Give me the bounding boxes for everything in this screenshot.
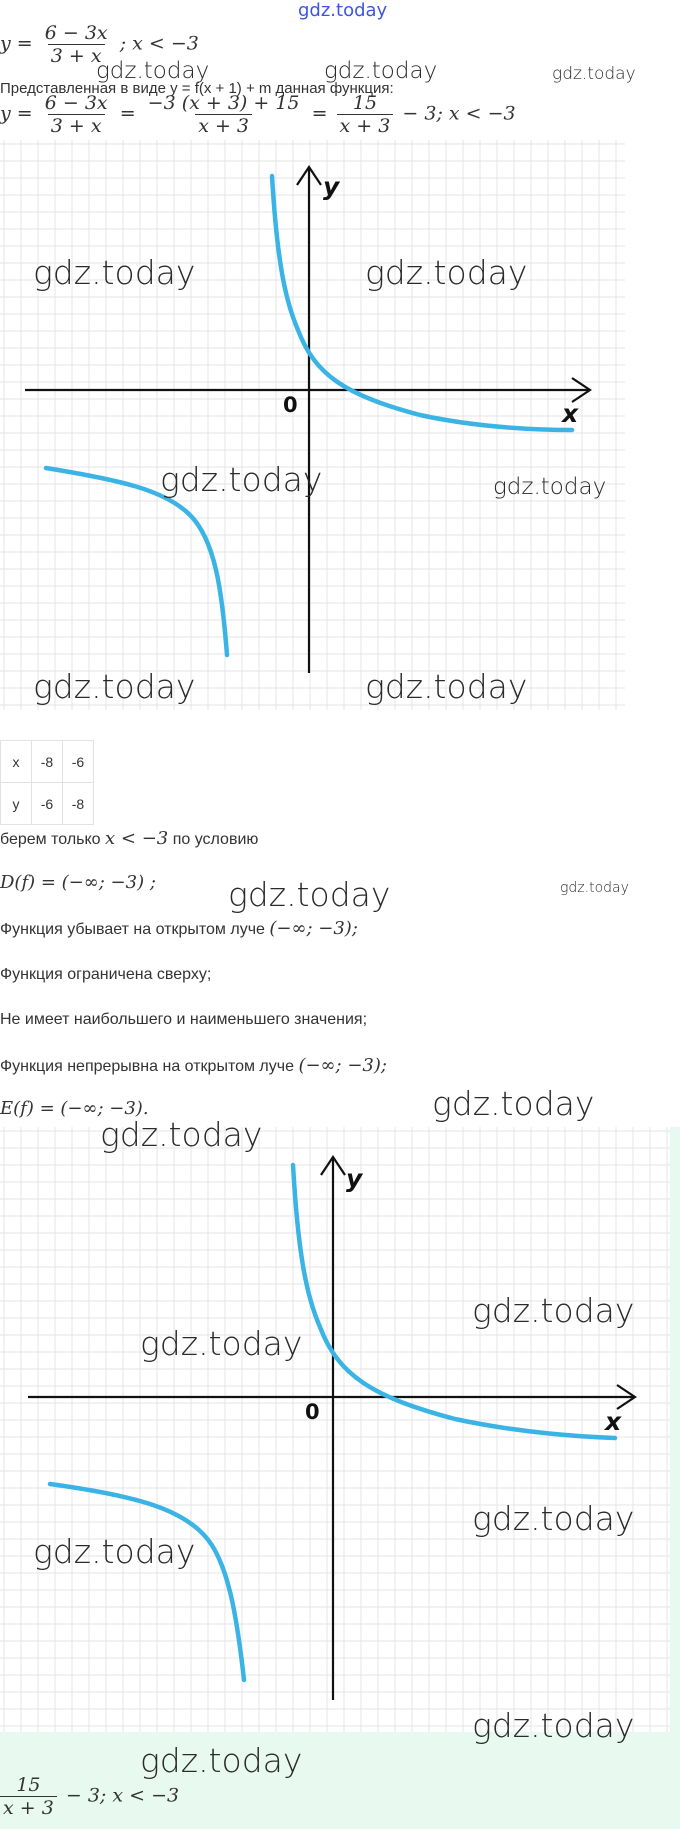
answer-fraction-denominator: x + 3: [0, 1796, 57, 1819]
condition-note-suffix: по условию: [172, 831, 259, 848]
answer-formula: [0, 1774, 179, 1819]
condition-note: [0, 828, 258, 849]
watermark: gdz.today: [472, 1291, 635, 1330]
watermark: gdz.today: [560, 880, 629, 896]
task-fraction-denominator: 3 + x: [48, 44, 105, 67]
graph-1-y-label: y: [323, 172, 340, 201]
value-table-cell: y: [1, 783, 32, 825]
transform-fraction-3: [337, 92, 394, 137]
watermark: gdz.today: [33, 1532, 196, 1571]
value-table-cell: -6: [63, 741, 94, 783]
property-bounded: Функция ограничена сверху;: [0, 966, 212, 983]
watermark: gdz.today: [472, 1706, 635, 1745]
task-formula-condition: ; x < −3: [119, 32, 199, 55]
graph-1-right-branch: [272, 176, 572, 430]
transform-fraction-2: [145, 92, 303, 137]
value-table: [0, 740, 94, 825]
condition-note-prefix: берем только: [0, 831, 101, 848]
task-formula-lhs: y =: [0, 32, 33, 55]
representation-intro: Представленная в виде y = f(x + 1) + m данная функция:: [0, 80, 394, 97]
property-decreasing-math: (−∞; −3);: [269, 918, 358, 939]
graph-2-x-label: x: [605, 1407, 622, 1436]
site-logo[interactable]: gdz.today: [298, 0, 388, 21]
value-table-cell: -6: [32, 783, 63, 825]
transform-fraction-2-denominator: x + 3: [195, 114, 252, 137]
value-table-cell: -8: [32, 741, 63, 783]
property-continuous-text: Функция непрерывна на открытом луче: [0, 1058, 294, 1075]
transform-fraction-1: [42, 92, 111, 137]
watermark: gdz.today: [140, 1741, 303, 1780]
transform-fraction-1-denominator: 3 + x: [48, 114, 105, 137]
graph-2-y-label: y: [346, 1164, 363, 1193]
watermark: gdz.today: [33, 253, 196, 292]
graph-1-grid: [0, 140, 625, 710]
watermark: gdz.today: [96, 58, 210, 84]
function-graph-1: [0, 140, 625, 710]
watermark: gdz.today: [472, 1499, 635, 1538]
watermark: gdz.today: [552, 64, 636, 84]
watermark: gdz.today: [365, 253, 528, 292]
graph-1-axes: [25, 167, 590, 673]
property-continuous: [0, 1055, 387, 1076]
transform-tail: − 3; x < −3: [402, 102, 516, 125]
value-table-row-x: [1, 741, 94, 783]
graph-2-origin-label: 0: [305, 1400, 320, 1424]
watermark: gdz.today: [432, 1084, 595, 1123]
answer-fraction: [0, 1774, 57, 1819]
value-table-cell: x: [1, 741, 32, 783]
answer-tail: − 3; x < −3: [65, 1784, 180, 1807]
property-domain: D(f) = (−∞; −3) ;: [0, 872, 156, 893]
function-graph-2: [0, 1127, 670, 1732]
watermark: gdz.today: [140, 1324, 303, 1363]
watermark: gdz.today: [33, 667, 196, 706]
answer-fraction-numerator: 15: [16, 1774, 41, 1796]
watermark: gdz.today: [160, 460, 323, 499]
property-range: E(f) = (−∞; −3).: [0, 1098, 149, 1119]
graph-1-origin-label: 0: [283, 393, 298, 417]
graph-1-x-label: x: [562, 399, 579, 428]
watermark: gdz.today: [228, 875, 391, 914]
value-table-row-y: [1, 783, 94, 825]
transform-fraction-3-denominator: x + 3: [337, 114, 394, 137]
watermark: gdz.today: [365, 667, 528, 706]
watermark: gdz.today: [493, 474, 607, 500]
condition-note-math: x < −3: [105, 828, 169, 849]
transform-lhs: y =: [0, 102, 33, 125]
transform-fraction-3-numerator: 15: [352, 92, 378, 114]
property-decreasing-text: Функция убывает на открытом луче: [0, 921, 265, 938]
watermark: gdz.today: [324, 58, 438, 84]
transform-fraction-1-numerator: 6 − 3x: [44, 92, 108, 114]
property-extrema: Не имеет наибольшего и наименьшего значения;: [0, 1011, 368, 1028]
value-table-cell: -8: [63, 783, 94, 825]
watermark: gdz.today: [100, 1115, 263, 1154]
property-continuous-math: (−∞; −3);: [298, 1055, 387, 1076]
transform-fraction-2-numerator: −3 (x + 3) + 15: [147, 92, 300, 114]
transform-formula: y = $\frac{6 - 3x}{3 + x}$ = $\frac{-3 (x + 3) + 15}{x + 3}$ = $\frac{15}{x + 3}$ − 3; x < −3: [0, 92, 516, 137]
task-fraction-numerator: 6 − 3x: [44, 22, 108, 44]
property-decreasing: [0, 918, 358, 939]
